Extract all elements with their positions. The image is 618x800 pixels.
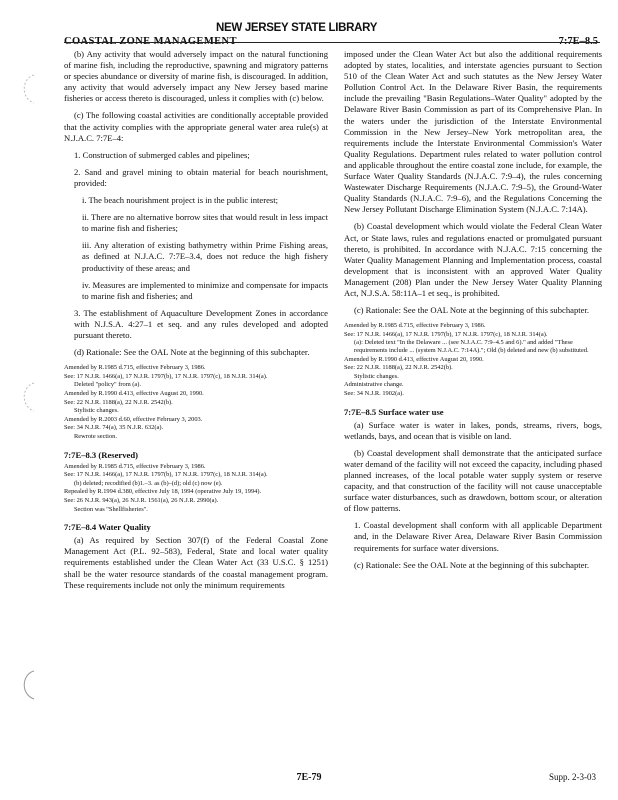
- history-line: (a): Deleted text "In the Delaware ... (see N.J.A.C. 7:9–4.5 and 6)." and added "These requirements include ... (system N.J.A.C. 7:14A)."; Old (b) deleted and new (b) substituted.: [354, 339, 589, 354]
- sub-item-iv: iv. Measures are implemented to minimize and compensate for impacts to marine fish and fisheries; and: [82, 279, 328, 301]
- library-stamp: NEW JERSEY STATE LIBRARY: [216, 22, 378, 34]
- paragraph-8-4-a-continued: imposed under the Clean Water Act but also the additional requirements adopted by states, localities, and interstate agencies pursuant to Section 510 of the Clean Water Act and such statutes as the New Jersey Water Pollution Control Act. In the Delaware River Basin, the requirements include the prevailing "Basin Regulations–Water Quality" adopted by the Delaware River Basin Commission as part of its Comprehensive Plan. In the waters under the jurisdiction of the Interstate Environmental Commission in the New Jersey–New York metropolitan area, the requirements include the Interstate Environmental Commission's Water Quality Regulations. Department rules related to water pollution control and applicable throughout the entire coastal zone include, for example, the Surface Water Quality Standards (N.J.A.C. 7:9–4), the rules concerning Wastewater Discharge Requirements (N.J.A.C. 7:9–5), the Ground-Water Quality Standards (N.J.A.C. 7:9–6), and the Regulations Concerning the New Jersey Pollutant Discharge Elimination System (N.J.A.C. 7:14A).: [344, 49, 602, 215]
- paragraph-8-5-c-rationale: (c) Rationale: See the OAL Note at the beginning of this subchapter.: [354, 559, 589, 570]
- history-note-8-2: [64, 364, 328, 440]
- history-line: (b) deleted; recodified (b)1.–3. as (b)–(d); old (c) now (e).: [74, 479, 223, 487]
- section-heading-8-3: 7:7E–8.3 (Reserved): [64, 449, 138, 460]
- running-title: COASTAL ZONE MANAGEMENT: [64, 36, 237, 47]
- history-line: Deleted "policy" from (a).: [74, 381, 141, 389]
- history-line: See: 34 N.J.R. 1902(a).: [344, 389, 404, 397]
- header-rule: [64, 42, 600, 43]
- section-heading-8-5: 7:7E–8.5 Surface water use: [344, 406, 444, 417]
- history-note-8-4: [344, 322, 602, 397]
- paragraph-c: (c) The following coastal activities are conditionally acceptable provided that the activity complies with the appropriate general water area rule(s) at N.J.A.C. 7:7E–4:: [64, 110, 328, 143]
- paragraph-b: (b) Any activity that would adversely impact on the natural functioning of marine fish, including the reproductive, spawning and migratory patterns or species abundance or diversity of marine fish, is discouraged. In addition, any activity that would adversely impact any New Jersey based marine fisheries or access thereto is discouraged, unless it complies with (c) below.: [64, 49, 328, 104]
- section-heading-8-4: 7:7E–8.4 Water Quality: [64, 522, 151, 533]
- left-column: [64, 49, 328, 597]
- history-line: See: 34 N.J.R. 74(a), 35 N.J.R. 632(a).: [64, 424, 164, 432]
- history-line: Repealed by R.1994 d.380, effective July 18, 1994 (operative July 19, 1994).: [64, 488, 262, 496]
- page-number: 7E-79: [296, 772, 322, 783]
- history-line: Rewrote section.: [74, 432, 117, 440]
- history-line: Administrative change.: [344, 381, 404, 389]
- history-note-8-3: [64, 463, 328, 514]
- list-item-1: 1. Construction of submerged cables and pipelines;: [74, 149, 250, 160]
- history-line: Amended by R.2003 d.60, effective February 3, 2003.: [64, 415, 203, 423]
- right-column: [344, 49, 602, 577]
- history-line: Amended by R.1985 d.715, effective February 3, 1986.: [64, 462, 206, 470]
- history-line: See: 17 N.J.R. 1466(a), 17 N.J.R. 1797(b), 17 N.J.R. 1797(c), 18 N.J.R. 314(a).: [64, 372, 268, 380]
- section-range: 7:7E–8.5: [558, 36, 598, 47]
- list-item-2: 2. Sand and gravel mining to obtain material for beach nourishment, provided:: [74, 166, 328, 188]
- history-line: See: 17 N.J.R. 1466(a), 17 N.J.R. 1797(b), 17 N.J.R. 1797(c), 18 N.J.R. 314(a).: [64, 471, 268, 479]
- sub-item-ii: ii. There are no alternative borrow sites that would result in less impact to marine fish and fisheries;: [82, 212, 328, 234]
- paragraph-8-5-a: (a) Surface water is water in lakes, ponds, streams, rivers, bogs, wetlands, bays, and ocean that is visible on land.: [344, 419, 602, 441]
- paragraph-8-4-a: (a) As required by Section 307(f) of the Federal Coastal Zone Management Act (P.L. 92–583), Federal, State and local water quality requirements established under the Clean Water Act (33 U.S.C. § 1251) shall be the water resource standards of the coastal management program. These requirements include not only the minimum requirements: [64, 535, 328, 590]
- history-line: Stylistic changes.: [74, 407, 119, 415]
- history-line: See: 17 N.J.R. 1466(a), 17 N.J.R. 1797(b), 17 N.J.R. 1797(c), 18 N.J.R. 314(a).: [344, 330, 548, 338]
- history-line: Amended by R.1990 d.413, effective August 20, 1990.: [344, 355, 484, 363]
- history-line: Amended by R.1990 d.413, effective August 20, 1990.: [64, 389, 204, 397]
- history-line: See: 26 N.J.R. 943(a), 26 N.J.R. 1561(a), 26 N.J.R. 2990(a).: [64, 496, 219, 504]
- history-line: Section was "Shellfisheries".: [74, 505, 148, 513]
- history-line: Amended by R.1985 d.715, effective February 3, 1986.: [64, 364, 206, 372]
- paragraph-8-4-b: (b) Coastal development which would violate the Federal Clean Water Act, or State laws, rules and regulations enacted or promulgated pursuant thereto, is prohibited. In accordance with N.J.A.C. 7:15 concerning the Water Quality Management Planning and Implementation process, coastal development that is inconsistent with an approved Water Quality Management (208) Plan under the New Jersey Water Quality Planning Act, N.J.S.A. 58:11A–1 et seq., is prohibited.: [344, 221, 602, 298]
- paragraph-8-4-c-rationale: (c) Rationale: See the OAL Note at the beginning of this subchapter.: [354, 305, 589, 316]
- supplement-date: Supp. 2-3-03: [549, 772, 596, 782]
- page-header: [64, 22, 602, 52]
- binder-hole-mark-middle: [16, 380, 38, 414]
- history-line: See: 22 N.J.R. 1188(a), 22 N.J.R. 2542(b).: [64, 398, 173, 406]
- paragraph-d-rationale: (d) Rationale: See the OAL Note at the beginning of this subchapter.: [74, 347, 310, 358]
- list-item-3: 3. The establishment of Aquaculture Development Zones in accordance with N.J.S.A. 4:27–1 et seq. and any rules developed and adopted pursuant thereto.: [74, 307, 328, 340]
- binder-hole-mark-bottom: [16, 668, 38, 702]
- paragraph-8-5-b: (b) Coastal development shall demonstrate that the anticipated surface water demand of the facility will not exceed the capacity, including phased planned increases, of the local potable water supply system or reserve capacity, and that construction of the facility will not cause unacceptable surface water disturbances, such as drawdown, bottom scour, or alteration of flow patterns.: [344, 447, 602, 514]
- binder-hole-mark-top: [16, 72, 38, 106]
- history-line: See: 22 N.J.R. 1188(a), 22 N.J.R. 2542(b).: [344, 364, 453, 372]
- history-line: Stylistic changes.: [354, 372, 399, 380]
- sub-item-i: i. The beach nourishment project is in the public interest;: [82, 195, 279, 206]
- history-line: Amended by R.1985 d.715, effective February 3, 1986.: [344, 322, 486, 330]
- sub-item-iii: iii. Any alteration of existing bathymetry within Prime Fishing areas, as defined at N.J.A.C. 7:7E–3.4, does not reduce the high fishery productivity of these areas; and: [82, 240, 328, 273]
- list-item-8-5-1: 1. Coastal development shall conform with all applicable Department and, in the Delaware River Area, Delaware River Basin Commission requirements for surface water diversions.: [354, 520, 602, 553]
